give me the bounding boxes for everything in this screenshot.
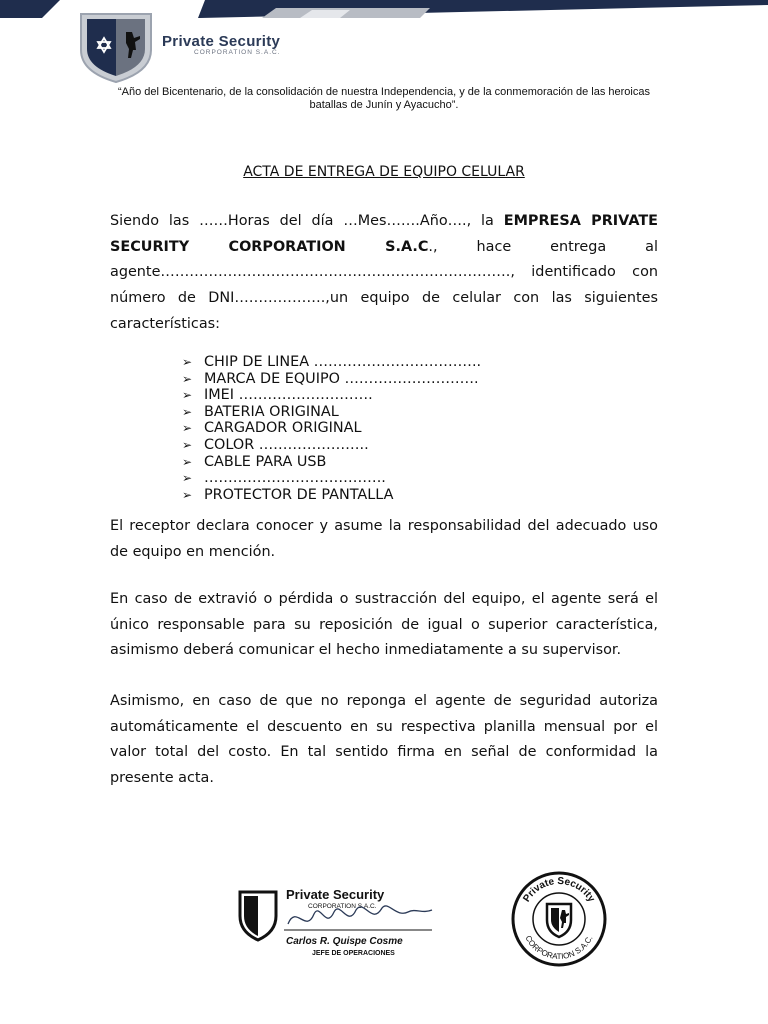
arrow-bullet-icon: ➢ <box>182 355 193 369</box>
list-item: ➢ CHIP DE LINEA …………………………….. <box>182 354 482 370</box>
company-name: EMPRESA PRIVATE SECURITY CORPORATION S.A.C <box>110 213 658 255</box>
arrow-bullet-icon: ➢ <box>182 404 193 419</box>
list-item: ➢ PROTECTOR DE PANTALLA <box>182 486 394 503</box>
list-item: ➢ CARGADOR ORIGINAL <box>182 420 362 437</box>
year-motto: “Año del Bicentenario, de la consolidación de nuestra Independencia, y de la conmemoración de las heroicas batallas de Junín y Ayacucho”. <box>117 86 650 111</box>
arrow-bullet-icon: ➢ <box>182 471 193 486</box>
arrow-bullet-icon: ➢ <box>182 371 193 386</box>
list-item: ➢ IMEI ………………………. <box>182 387 373 404</box>
intro-part1: Siendo las ……Horas del día …Mes…….Año…., la <box>110 213 504 229</box>
list-item: ➢ ……………………………….. <box>182 470 386 487</box>
receptor-paragraph: El receptor declara conocer y asume la responsabilidad del adecuado uso de equipo en mención. <box>110 518 658 560</box>
equipment-list <box>182 354 481 503</box>
brand-wordmark <box>162 33 281 56</box>
intro-part2: ., hace entrega al agente………………………………………………………………., identificado con número de DNI……………….,un equipo de celular con las siguientes características: <box>110 238 658 332</box>
deduction-paragraph: Asimismo, en caso de que no reponga el agente de seguridad autoriza automáticamente el descuento en su respectiva planilla mensual por el valor total del costo. En tal sentido firma en señal de conformidad la presente acta. <box>110 693 658 787</box>
signatory-name: Carlos R. Quispe Cosme <box>286 936 403 947</box>
list-item: ➢ COLOR ………………….. <box>182 436 369 453</box>
signature-block <box>236 884 442 958</box>
arrow-bullet-icon: ➢ <box>182 487 193 502</box>
company-seal <box>510 870 608 968</box>
loss-paragraph: En caso de extravió o pérdida o sustracción del equipo, el agente será el único responsable para su reposición de igual o superior característica, asimismo deberá comunicar el hecho inmediatamente a su supervisor. <box>110 591 658 659</box>
brand-subtitle: CORPORATION S.A.C. <box>194 49 281 56</box>
list-item: ➢ MARCA DE EQUIPO ………………………. <box>182 370 479 387</box>
arrow-bullet-icon: ➢ <box>182 388 193 403</box>
arrow-bullet-icon: ➢ <box>182 421 193 436</box>
signature-stamp <box>236 884 442 958</box>
sig-brand-sub: CORPORATION S.A.C. <box>308 903 377 910</box>
list-item: ➢ CABLE PARA USB <box>182 453 327 470</box>
sig-brand-name: Private Security <box>286 887 385 902</box>
shield-icon <box>76 10 156 84</box>
seal-bottom-text: CORPORATION S.A.C. <box>523 933 595 962</box>
seal-top-text: Private Security <box>521 875 597 905</box>
arrow-bullet-icon: ➢ <box>182 454 193 469</box>
seal-graphic <box>510 870 608 968</box>
intro-paragraph <box>110 209 658 338</box>
arrow-bullet-icon: ➢ <box>182 437 193 452</box>
list-item: ➢ BATERIA ORIGINAL <box>182 403 339 420</box>
signatory-role: JEFE DE OPERACIONES <box>312 950 395 957</box>
document-title: ACTA DE ENTREGA DE EQUIPO CELULAR <box>243 164 525 180</box>
brand-name: Private Security <box>162 33 281 50</box>
